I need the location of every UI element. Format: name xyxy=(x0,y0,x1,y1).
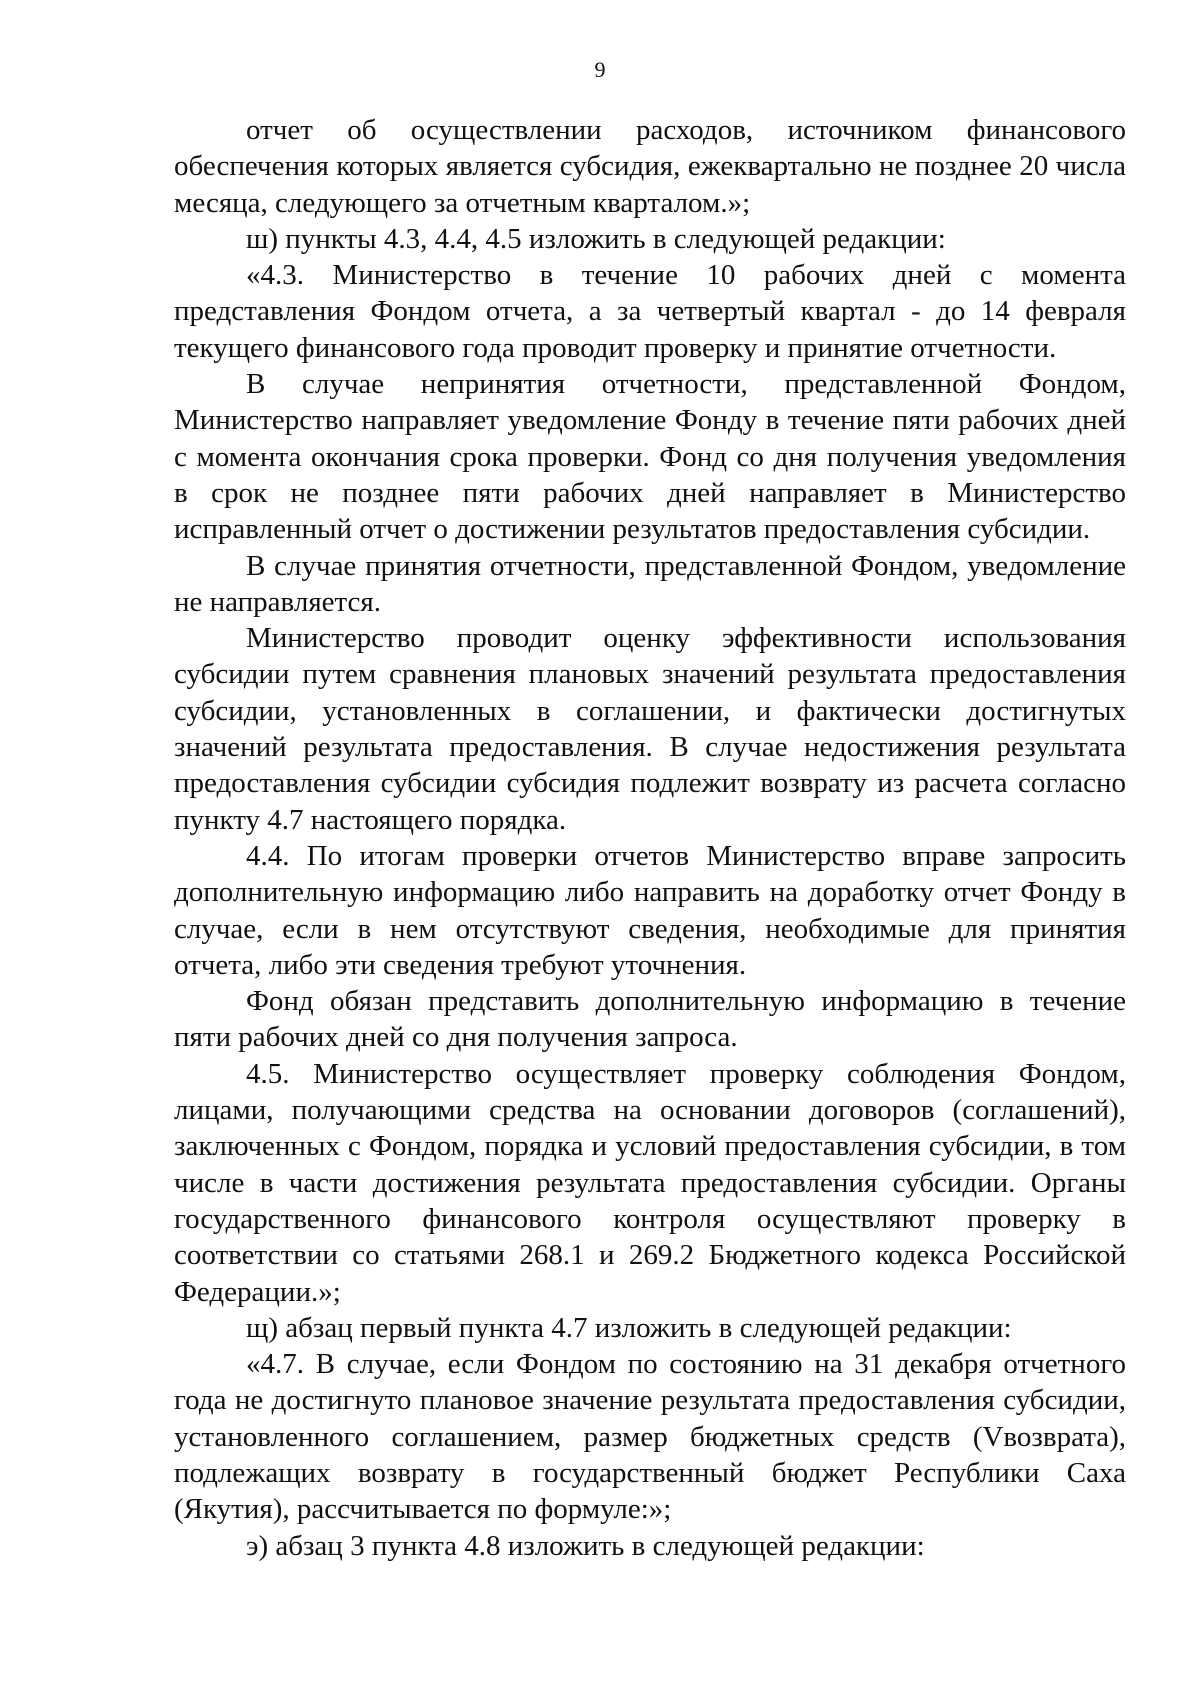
paragraph-clause-4-4: 4.4. По итогам проверки отчетов Министерство вправе запросить дополнительную информацию либо направить на доработку отчет Фонду в случае, если в нем отсутствуют сведения, необходимые для принятия отчета, либо эти сведения требуют уточнения. xyxy=(174,839,1126,981)
paragraph-clause-4-3: «4.3. Министерство в течение 10 рабочих дней с момента представления Фондом отчета, а за четвертый квартал - до 14 февраля текущего финансового года проводит проверку и принятие отчетности. xyxy=(174,259,1126,364)
paragraph-amendment-shch: щ) абзац первый пункта 4.7 изложить в следующей редакции: xyxy=(246,1311,1012,1344)
paragraph-amendment-e: э) абзац 3 пункта 4.8 изложить в следующей редакции: xyxy=(246,1529,925,1562)
paragraph-rejection-case: В случае непринятия отчетности, представленной Фондом, Министерство направляет уведомление Фонду в течение пяти рабочих дней с момента окончания срока проверки. Фонд со дня получения уведомления в срок не позднее пяти рабочих дней направляет в Министерство исправленный отчет о достижении результатов предоставления субсидии. xyxy=(174,368,1126,546)
paragraph-additional-info: Фонд обязан представить дополнительную информацию в течение пяти рабочих дней со дня получения запроса. xyxy=(174,985,1126,1054)
page-number: 9 xyxy=(594,57,606,82)
document-body xyxy=(174,112,1126,1564)
paragraph-amendment-sh: ш) пункты 4.3, 4.4, 4.5 изложить в следующей редакции: xyxy=(246,222,946,255)
paragraph-clause-4-5: 4.5. Министерство осуществляет проверку соблюдения Фондом, лицами, получающими средства на основании договоров (соглашений), заключенных с Фондом, порядка и условий предоставления субсидии, в том числе в части достижения результата предоставления субсидии. Органы государственного финансового контроля осуществляют проверку в соответствии со статьями 268.1 и 269.2 Бюджетного кодекса Российской Федерации.»; xyxy=(174,1057,1126,1308)
paragraph-efficiency-assessment: Министерство проводит оценку эффективности использования субсидии путем сравнения плановых значений результата предоставления субсидии, установленных в соглашении, и фактически достигнутых значений результата предоставления. В случае недостижения результата предоставления субсидии субсидия подлежит возврату из расчета согласно пункту 4.7 настоящего порядка. xyxy=(174,622,1126,836)
paragraph-clause-4-7: «4.7. В случае, если Фондом по состоянию на 31 декабря отчетного года не достигнуто плановое значение результата предоставления субсидии, установленного соглашением, размер бюджетных средств (Vвозврата), подлежащих возврату в государственный бюджет Республики Саха (Якутия), рассчитывается по формуле:»; xyxy=(174,1348,1126,1526)
paragraph-acceptance-case: В случае принятия отчетности, представленной Фондом, уведомление не направляется. xyxy=(174,549,1126,618)
paragraph-report-continuation: отчет об осуществлении расходов, источником финансового обеспечения которых является субсидия, ежеквартально не позднее 20 числа месяца, следующего за отчетным кварталом.»; xyxy=(174,114,1126,219)
